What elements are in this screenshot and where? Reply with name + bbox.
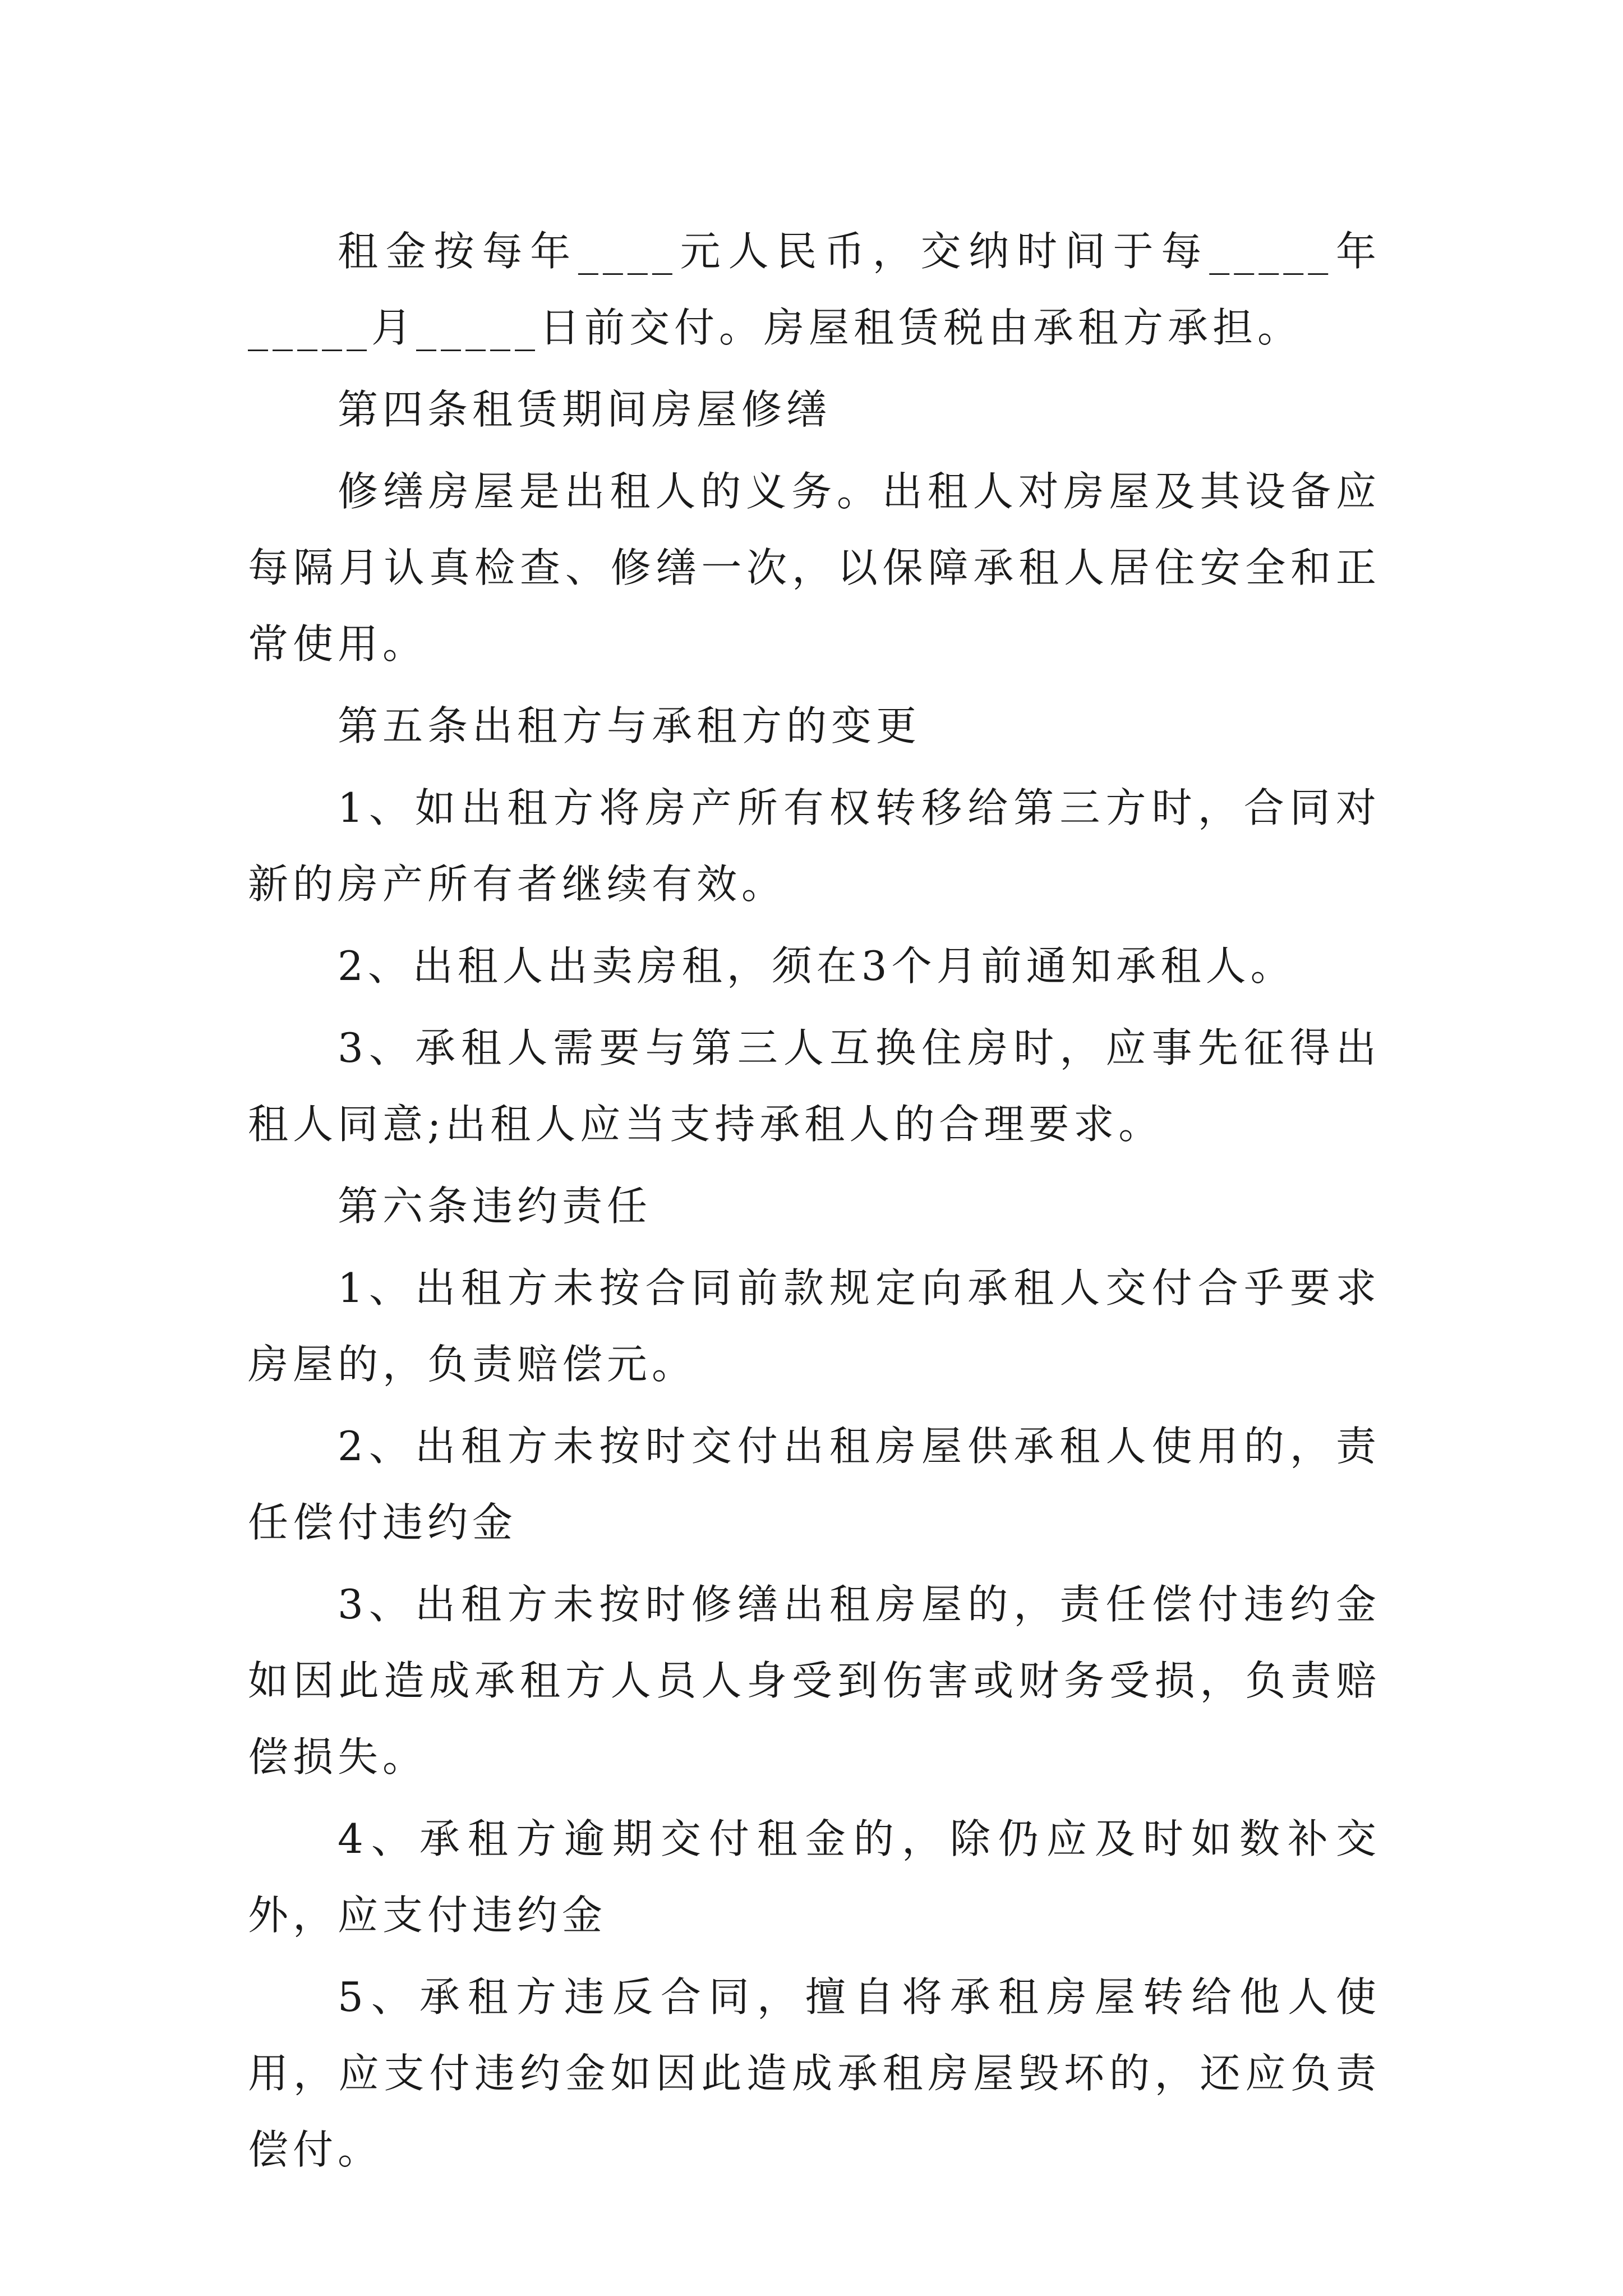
paragraph-liability-4: 4、承租方逾期交付租金的，除仍应及时如数补交外，应支付违约金 [248,1815,1381,1939]
heading-article-six: 第六条违约责任 [338,1182,652,1230]
document-body [248,213,1381,2188]
paragraph-liability-1: 1、出租方未按合同前款规定向承租人交付合乎要求房屋的，负责赔偿元。 [248,1264,1381,1388]
paragraph-rent-payment: 租金按每年____元人民币，交纳时间于每_____年_____月_____日前交付。房屋租赁税由承租方承担。 [248,228,1381,351]
paragraph-change-3: 3、承租人需要与第三人互换住房时，应事先征得出租人同意;出租人应当支持承租人的合理要求。 [248,1024,1381,1148]
paragraph-change-1: 1、如出租方将房产所有权转移给第三方时，合同对新的房产所有者继续有效。 [248,784,1381,908]
paragraph-repair-duty: 修缮房屋是出租人的义务。出租人对房屋及其设备应每隔月认真检查、修缮一次，以保障承租人居住安全和正常使用。 [248,468,1381,668]
heading-article-five: 第五条出租方与承租方的变更 [338,702,921,749]
paragraph-change-2: 2、出租人出卖房租，须在3个月前通知承租人。 [338,942,1295,990]
paragraph-liability-3: 3、出租方未按时修缮出租房屋的，责任偿付违约金如因此造成承租方人员人身受到伤害或财务受损，负责赔偿损失。 [248,1581,1381,1780]
heading-article-four: 第四条租赁期间房屋修缮 [338,386,832,433]
paragraph-liability-5: 5、承租方违反合同，擅自将承租房屋转给他人使用，应支付违约金如因此造成承租房屋毁坏的，还应负责偿付。 [248,1973,1381,2173]
paragraph-liability-2: 2、出租方未按时交付出租房屋供承租人使用的，责任偿付违约金 [248,1423,1381,1546]
